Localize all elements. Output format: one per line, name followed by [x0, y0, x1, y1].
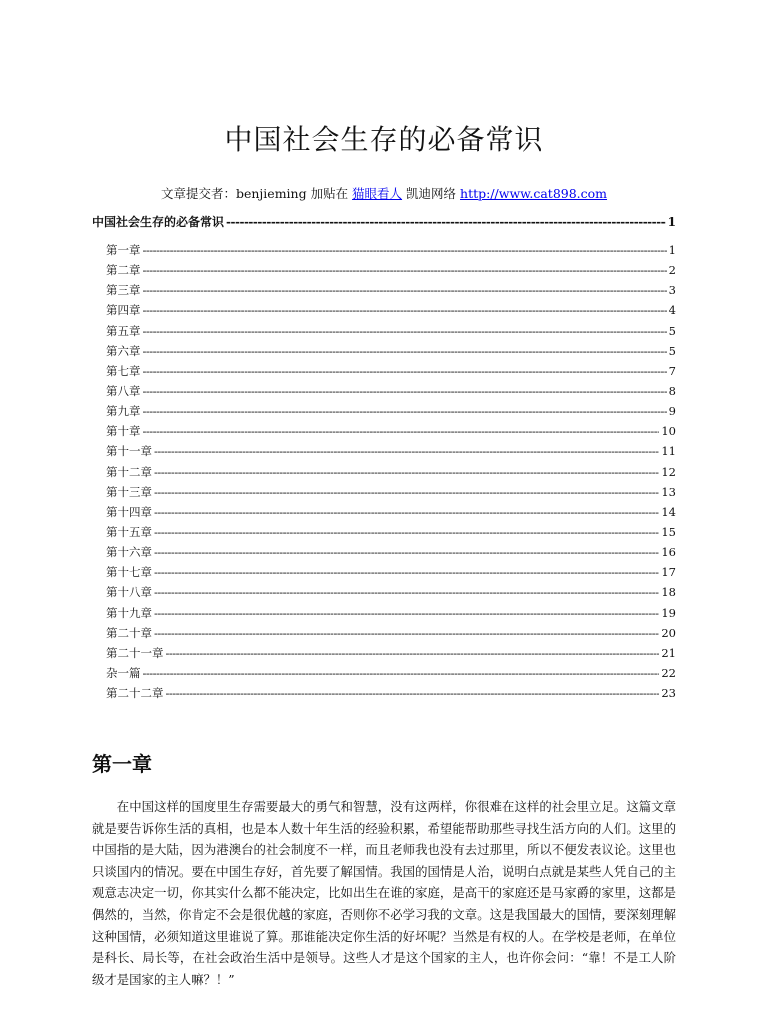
toc-entry-label: 第十八章 [106, 585, 152, 600]
toc-entry-label: 第八章 [106, 383, 141, 398]
byline [0, 184, 768, 202]
toc-leader [154, 606, 659, 620]
toc-entry-page: 21 [661, 645, 676, 660]
byline-prefix: 文章提交者：benjieming 加贴在 [160, 186, 353, 201]
toc-entry-label: 第十六章 [106, 545, 152, 560]
toc-leader [154, 545, 659, 559]
toc-entry-page: 5 [668, 323, 676, 338]
toc-leader [226, 215, 666, 229]
toc-leader [154, 465, 659, 479]
toc-leader [143, 424, 660, 438]
toc-entry[interactable] [106, 524, 676, 544]
toc-main-entry[interactable] [92, 213, 676, 230]
toc-entry-label: 第十七章 [106, 565, 152, 580]
toc-entry[interactable] [106, 464, 676, 484]
chapter-heading: 第一章 [92, 752, 152, 776]
toc-entry-label: 第十九章 [106, 605, 152, 620]
toc-entry-label: 第二十章 [106, 625, 152, 640]
toc-entry-page: 14 [661, 504, 676, 519]
toc-entry-label: 第二十二章 [106, 686, 164, 701]
toc-entry-label: 第三章 [106, 283, 141, 298]
forum-link[interactable]: 猫眼看人 [352, 186, 403, 201]
toc-entry-page: 19 [661, 605, 676, 620]
toc-entry-label: 第七章 [106, 363, 141, 378]
toc-leader [154, 444, 659, 458]
toc-leader [154, 565, 659, 579]
toc-entry[interactable] [106, 363, 676, 383]
toc-leader [166, 686, 660, 700]
toc-entry-label: 第二十一章 [106, 645, 164, 660]
toc-entry[interactable] [106, 262, 676, 282]
toc-entry-page: 10 [661, 424, 676, 439]
toc-entry-page: 12 [661, 464, 676, 479]
toc-entry[interactable] [106, 544, 676, 564]
toc-entry-label: 杂一篇 [106, 665, 141, 680]
page-title: 中国社会生存的必备常识 [224, 123, 544, 156]
url-link[interactable]: http://www.cat898.com [460, 186, 608, 201]
toc-entry[interactable] [106, 564, 676, 584]
toc-entry[interactable] [106, 484, 676, 504]
toc-entry-page: 1 [668, 243, 676, 257]
toc-leader [154, 525, 659, 539]
toc-entry-page: 4 [668, 303, 676, 318]
toc-entry[interactable] [106, 645, 676, 665]
toc-entry[interactable] [106, 685, 676, 705]
toc-leader [143, 243, 667, 257]
toc-entry[interactable] [106, 625, 676, 645]
toc-leader [143, 404, 667, 418]
toc-entry-label: 第一章 [106, 243, 141, 257]
toc-entry-page: 17 [661, 565, 676, 580]
toc-entry-label: 第十四章 [106, 504, 152, 519]
toc-entry-label: 第十一章 [106, 444, 152, 459]
toc-entry-page: 9 [668, 404, 676, 419]
toc-entry-page: 20 [661, 625, 676, 640]
toc-leader [154, 505, 659, 519]
toc-entry[interactable] [106, 302, 676, 322]
toc-leader [143, 303, 667, 317]
toc-entry-page: 7 [668, 363, 676, 378]
toc-entry-page: 15 [661, 524, 676, 539]
toc-main-title: 中国社会生存的必备常识 [92, 215, 225, 229]
toc-entry[interactable] [106, 443, 676, 463]
toc-entry[interactable] [106, 423, 676, 443]
toc-entry-label: 第十章 [106, 424, 141, 439]
chapter-paragraph: 在中国这样的国度里生存需要最大的勇气和智慧，没有这两样，你很难在这样的社会里立足。这篇文章就是要告诉你生活的真相，也是本人数十年生活的经验积累，希望能帮助那些寻找生活方向的人们。这里的中国指的是大陆，因为港澳台的社会制度不一样，而且老师我也没有去过那里，所以不便发表议论。这里也只谈国内的情况。要在中国生存好，首先要了解国情。我国的国情是人治，说明白点就是某些人凭自己的主观意志决定一切，你其实什么都不能决定，比如出生在谁的家庭，是高干的家庭还是马家爵的家里，这都是偶然的，当然，你肯定不会是很优越的家庭，否则你不必学习我的文章。这是我国最大的国情，要深刻理解这种国情，必须知道这里谁说了算。那谁能决定你生活的好坏呢？当然是有权的人。在学校是老师，在单位是科长、局长等，在社会政治生活中是领导。这些人才是这个国家的主人，也许你会问：“靠！不是工人阶级才是国家的主人嘛？！” [92, 799, 676, 987]
toc-leader [154, 585, 659, 599]
toc-leader [143, 263, 667, 277]
toc-entry-label: 第四章 [106, 303, 141, 318]
toc-entry-page: 11 [661, 444, 676, 459]
toc-entry-page: 13 [661, 484, 676, 499]
table-of-contents [106, 242, 676, 705]
toc-entry[interactable] [106, 383, 676, 403]
toc-entry-page: 23 [661, 686, 676, 701]
toc-entry-page: 22 [661, 665, 676, 680]
toc-entry-label: 第五章 [106, 323, 141, 338]
toc-leader [143, 364, 667, 378]
toc-entry-page: 16 [661, 545, 676, 560]
toc-entry-label: 第十三章 [106, 484, 152, 499]
toc-entry[interactable] [106, 665, 676, 685]
toc-leader [143, 283, 667, 297]
toc-entry-page: 18 [661, 585, 676, 600]
toc-entry[interactable] [106, 403, 676, 423]
toc-entry-page: 3 [668, 283, 676, 298]
toc-entry-label: 第二章 [106, 263, 141, 278]
toc-entry-page: 5 [668, 343, 676, 358]
toc-leader [143, 324, 667, 338]
toc-entry-page: 8 [668, 383, 676, 398]
toc-entry-page: 2 [668, 263, 676, 278]
toc-entry-label: 第九章 [106, 404, 141, 419]
toc-entry[interactable] [106, 605, 676, 625]
toc-entry-label: 第六章 [106, 343, 141, 358]
toc-entry[interactable] [106, 242, 676, 262]
toc-entry[interactable] [106, 584, 676, 604]
toc-leader [143, 666, 660, 680]
toc-entry-label: 第十五章 [106, 524, 152, 539]
toc-leader [143, 344, 667, 358]
toc-leader [154, 485, 659, 499]
toc-entry-label: 第十二章 [106, 464, 152, 479]
toc-main-page: 1 [667, 215, 676, 229]
toc-entry[interactable] [106, 323, 676, 343]
toc-leader [154, 626, 659, 640]
toc-entry[interactable] [106, 282, 676, 302]
toc-leader [166, 646, 660, 660]
toc-entry[interactable] [106, 343, 676, 363]
toc-entry[interactable] [106, 504, 676, 524]
toc-leader [143, 384, 667, 398]
byline-middle: 凯迪网络 [402, 186, 461, 201]
